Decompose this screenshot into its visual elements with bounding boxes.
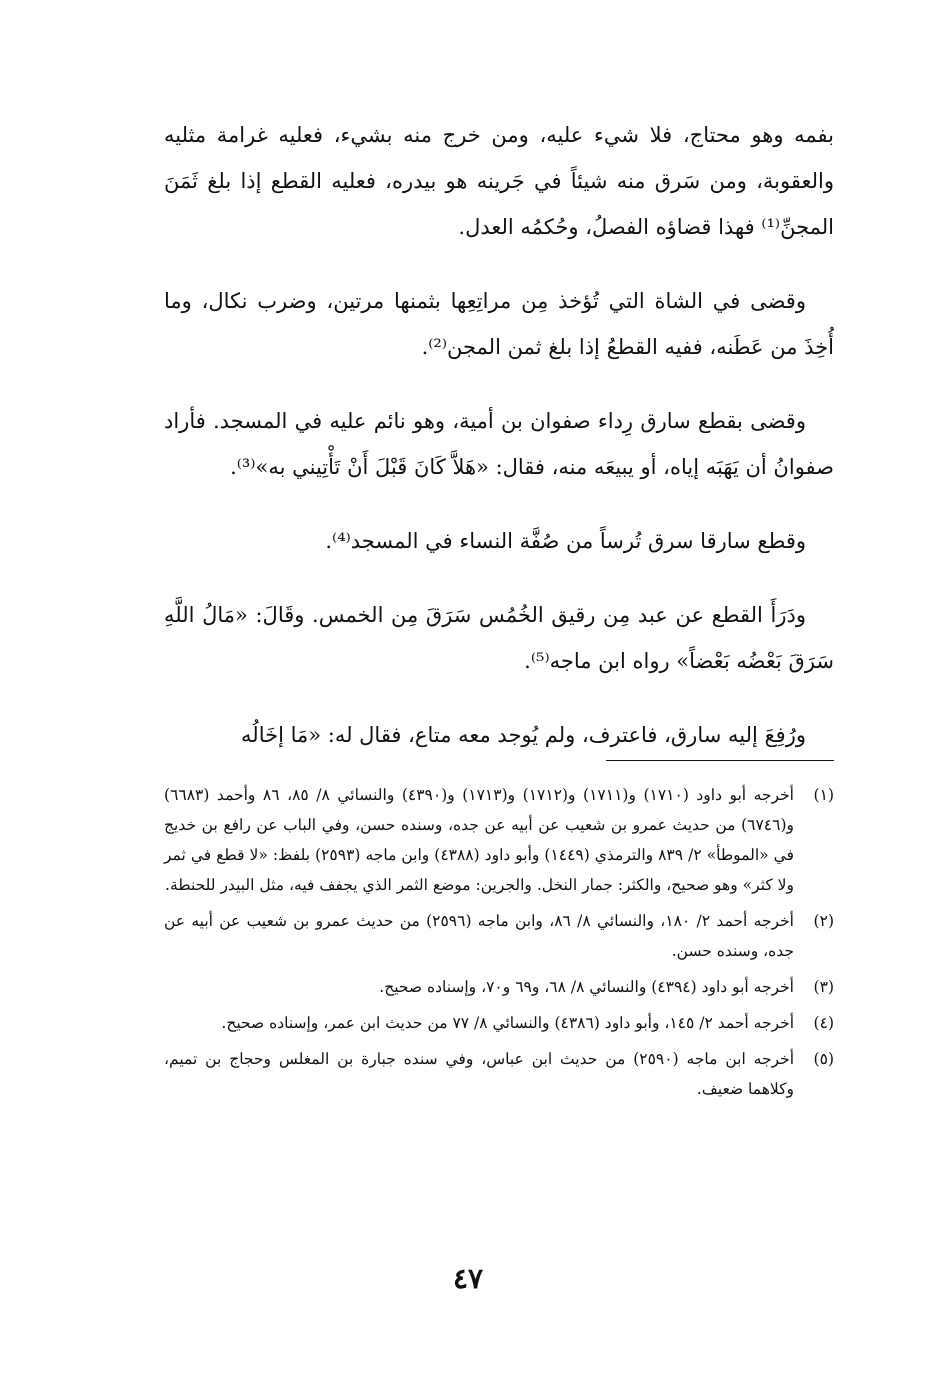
footnote-number: (٣) [813, 978, 834, 996]
footnote-5 [164, 1044, 834, 1104]
footnote-text: أخرجه أحمد ٢/ ١٤٥، وأبو داود (٤٣٨٦) والنسائي ٨/ ٧٧ من حديث ابن عمر، وإسناده صحيح. [221, 1014, 794, 1032]
paragraph-1: بفمه وهو محتاج، فلا شيء عليه، ومن خرج منه بشيء، فعليه غرامة مثليه والعقوبة، ومن سَرق منه شيئاً في جَرينه هو بيدره، فعليه القطع إذا بلغ ثَمَنَ المجنِّ⁽¹⁾ فهذا قضاؤه الفصلُ، وحُكمُه العدل. [164, 123, 834, 239]
paragraph-3: وقضى بقطع سارق رِداء صفوان بن أمية، وهو نائم عليه في المسجد. فأراد صفوانُ أن يَهَبَه إياه، أو يبيعَه منه، فقال: «هَلاَّ كَانَ قَبْلَ أَنْ تَأْتِيني به»⁽³⁾. [164, 409, 834, 479]
footnote-number: (٤) [813, 1014, 834, 1032]
paragraph-4: وقطع سارقا سرق تُرساً من صُفَّة النساء في المسجد⁽⁴⁾. [325, 529, 806, 553]
paragraph-6: ورُفِعَ إليه سارق، فاعترف، ولم يُوجد معه متاع، فقال له: «مَا إخَالُه [241, 723, 806, 747]
footnote-2 [164, 906, 834, 966]
paragraph-5: ودَرَأَ القطع عن عبد مِن رقيق الخُمُس سَرَقَ مِن الخمس. وقَالَ: «مَالُ اللَّهِ سَرَقَ بَعْضُه بَعْضاً» رواه ابن ماجه⁽⁵⁾. [164, 603, 834, 673]
footnote-3 [164, 972, 834, 1002]
footnote-separator [606, 760, 834, 761]
footnote-1 [164, 780, 834, 900]
footnote-4 [164, 1008, 834, 1038]
footnote-text: أخرجه أبو داود (١٧١٠) و(١٧١١) و(١٧١٢) و(١٧١٣) و(٤٣٩٠) والنسائي ٨/ ٨٥، ٨٦ وأحمد (٦٦٨٣) و(٦٧٤٦) من حديث عمرو بن شعيب عن أبيه عن جده، وسنده حسن، وفي الباب عن رافع بن خديج في «الموطأ» ٢/ ٨٣٩ والترمذي (١٤٤٩) وأبو داود (٤٣٨٨) وابن ماجه (٢٥٩٣) بلفظ: «لا قطع في ثمر ولا كثر» وهو صحيح، والكثر: جمار النخل. والجرين: موضع الثمر الذي يجفف فيه، مثل البيدر للحنطة. [164, 786, 794, 894]
footnotes [164, 780, 834, 1110]
main-text [164, 112, 834, 758]
paragraph-2: وقضى في الشاة التي تُؤخذ مِن مراتِعِها بثمنها مرتين، وضرب نكال، وما أُخِذَ من عَطَنه، ففيه القطعُ إذا بلغ ثمن المجن⁽²⁾. [164, 289, 834, 359]
page-number: ٤٧ [452, 1262, 484, 1295]
footnote-number: (٥) [813, 1050, 834, 1068]
footnote-number: (٢) [813, 912, 834, 930]
footnote-text: أخرجه ابن ماجه (٢٥٩٠) من حديث ابن عباس، وفي سنده جبارة بن المغلس وحجاج بن تميم، وكلاهما ضعيف. [164, 1050, 794, 1098]
footnote-text: أخرجه أحمد ٢/ ١٨٠، والنسائي ٨/ ٨٦، وابن ماجه (٢٥٩٦) من حديث عمرو بن شعيب عن أبيه عن جده، وسنده حسن. [164, 912, 794, 960]
footnote-text: أخرجه أبو داود (٤٣٩٤) والنسائي ٨/ ٦٨، و٦٩ و٧٠، وإسناده صحيح. [379, 978, 794, 996]
footnote-number: (١) [813, 786, 834, 804]
